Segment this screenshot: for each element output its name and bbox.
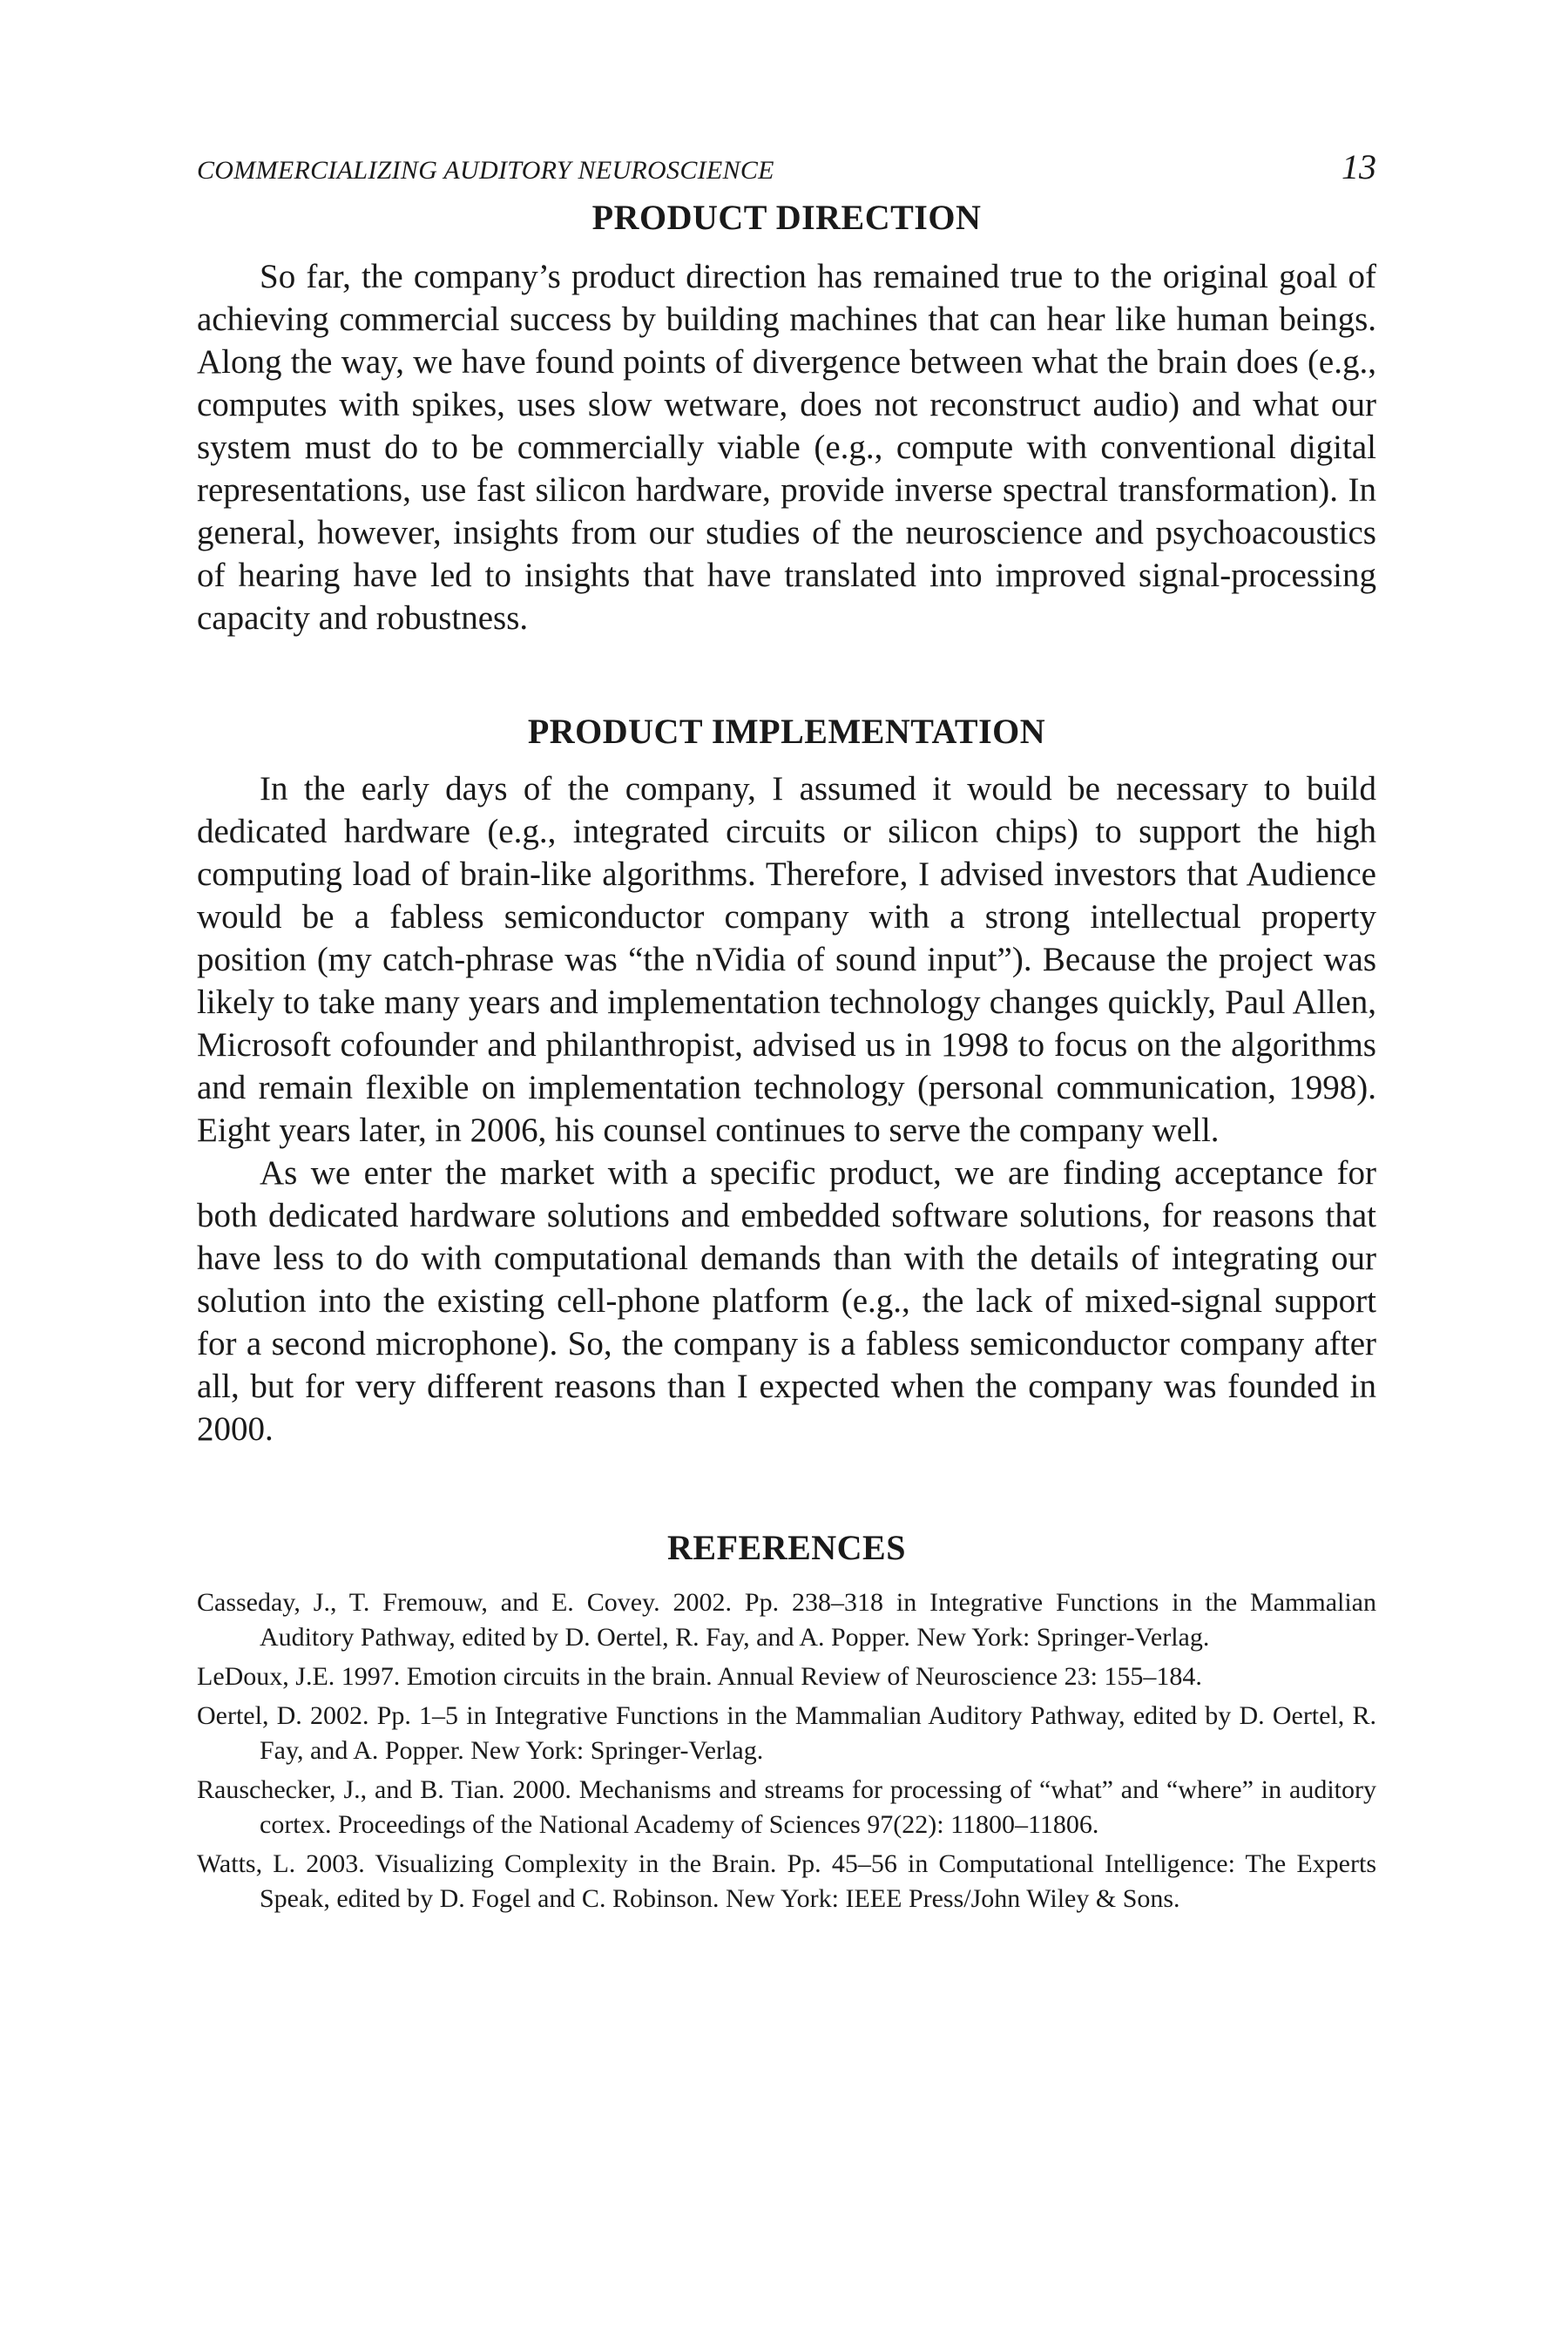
section-product-direction — [197, 197, 1376, 639]
document-page — [197, 146, 1376, 1921]
running-head-title: COMMERCIALIZING AUDITORY NEUROSCIENCE — [197, 156, 774, 185]
heading-product-implementation: PRODUCT IMPLEMENTATION — [527, 712, 1046, 751]
heading-references: REFERENCES — [667, 1528, 906, 1567]
paragraph-product-implementation-1: In the early days of the company, I assumed it would be necessary to build dedicated hardware (e.g., integrated circuits or silicon chips) to support the high computing load of brain-like algorithms. Therefore, I advised investors that Audience would be a fabless semiconductor company with a strong intellectual property position (my catch-phrase was “the nVidia of sound input”). Because the project was likely to take many years and implementation technology changes quickly, Paul Allen, Microsoft cofounder and philanthropist, advised us in 1998 to focus on the algorithms and remain flexible on implementation technology (personal communication, 1998). Eight years later, in 2006, his counsel continues to serve the company well. — [197, 770, 1376, 1149]
running-head — [197, 146, 1376, 190]
section-references — [197, 1527, 1376, 1916]
section-product-implementation — [197, 711, 1376, 1450]
reference-oertel-2002: Oertel, D. 2002. Pp. 1–5 in Integrative Functions in the Mammalian Auditory Pathway, edited by D. Oertel, R. Fay, and A. Popper. New York: Springer-Verlag. — [197, 1701, 1376, 1765]
reference-list — [197, 1585, 1376, 1916]
page-number: 13 — [1342, 147, 1376, 186]
reference-rauschecker-2000: Rauschecker, J., and B. Tian. 2000. Mechanisms and streams for processing of “what” and “where” in auditory cortex. Proceedings of the National Academy of Sciences 97(22): 11800–11806. — [197, 1775, 1376, 1839]
reference-watts-2003: Watts, L. 2003. Visualizing Complexity in the Brain. Pp. 45–56 in Computational Intelligence: The Experts Speak, edited by D. Fogel and C. Robinson. New York: IEEE Press/John Wiley & Sons. — [197, 1849, 1376, 1913]
reference-casseday-2002: Casseday, J., T. Fremouw, and E. Covey. 2002. Pp. 238–318 in Integrative Functions in the Mammalian Auditory Pathway, edited by D. Oertel, R. Fay, and A. Popper. New York: Springer-Verlag. — [197, 1588, 1376, 1652]
paragraph-product-implementation-2: As we enter the market with a specific product, we are finding acceptance for both dedicated hardware solutions and embedded software solutions, for reasons that have less to do with computational demands than with the details of integrating our solution into the existing cell-phone platform (e.g., the lack of mixed-signal support for a second microphone). So, the company is a fabless semiconductor company after all, but for very different reasons than I expected when the company was founded in 2000. — [197, 1154, 1376, 1448]
paragraph-product-direction-1: So far, the company’s product direction has remained true to the original goal of achieving commercial success by building machines that can hear like human beings. Along the way, we have found points of divergence between what the brain does (e.g., computes with spikes, uses slow wetware, does not reconstruct audio) and what our system must do to be commercially viable (e.g., compute with conventional digital representations, use fast silicon hardware, provide inverse spectral transformation). In general, however, insights from our studies of the neuroscience and psychoacoustics of hearing have led to insights that have translated into improved signal-processing capacity and robustness. — [197, 258, 1376, 637]
heading-product-direction: PRODUCT DIRECTION — [591, 198, 982, 237]
reference-ledoux-1997: LeDoux, J.E. 1997. Emotion circuits in the brain. Annual Review of Neuroscience 23: 155–184. — [197, 1662, 1202, 1691]
